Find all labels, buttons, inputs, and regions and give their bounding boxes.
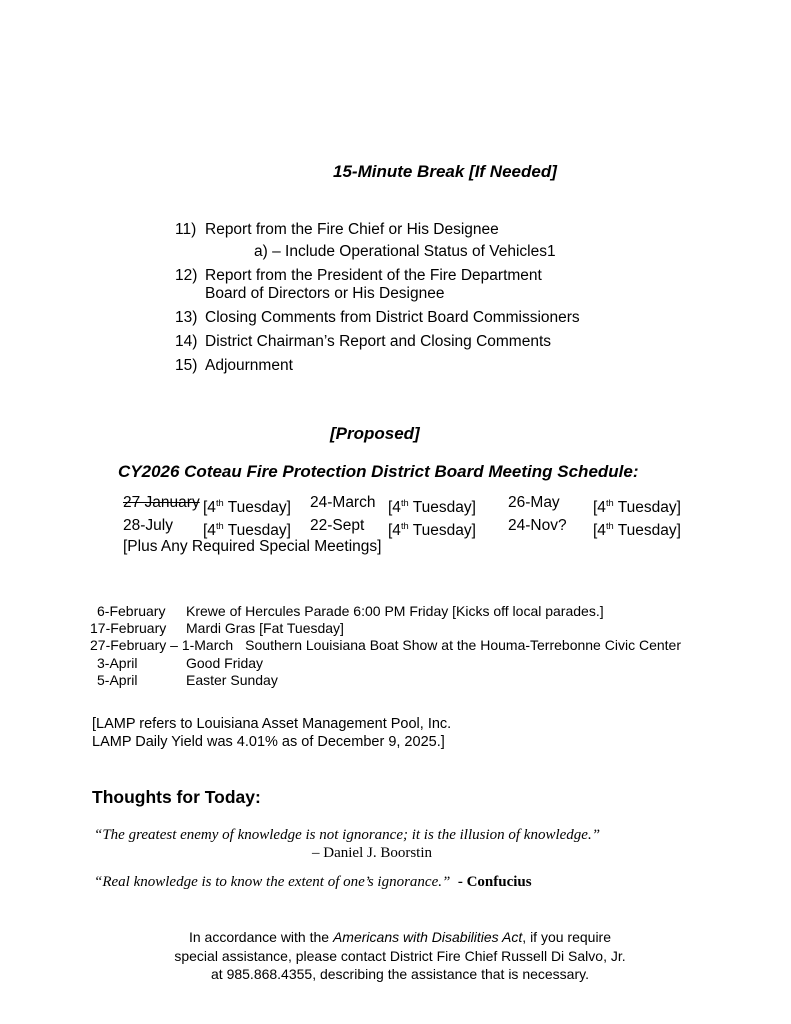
ada-notice-line1: In accordance with the Americans with Disabilities Act, if you require (188, 929, 612, 945)
schedule-tuesday-label: [4th Tuesday] (593, 498, 681, 517)
quote-confucius: “Real knowledge is to know the extent of one’s ignorance.” - Confucius (94, 874, 532, 890)
schedule-date: 22-Sept (310, 517, 365, 535)
event-description: Easter Sunday (186, 671, 278, 688)
schedule-tuesday-label: [4th Tuesday] (593, 521, 681, 540)
event-row (90, 672, 681, 689)
schedule-tuesday-label: [4th Tuesday] (388, 521, 476, 540)
event-date: 6-February (97, 603, 166, 619)
agenda-item-13 (175, 309, 580, 327)
agenda-item-15 (175, 357, 580, 375)
special-meetings-note: [Plus Any Required Special Meetings] (123, 538, 382, 555)
break-heading: 15-Minute Break [If Needed] (333, 162, 557, 181)
lamp-note-line2: LAMP Daily Yield was 4.01% as of December 9, 2025.] (92, 733, 445, 750)
event-row (90, 637, 681, 654)
agenda-subitem-11a: a) – Include Operational Status of Vehicles1 (254, 243, 556, 260)
schedule-date: 24-March (310, 494, 376, 511)
agenda-item-number: 11) (175, 221, 197, 238)
agenda-item-number: 12) (175, 267, 198, 284)
agenda-item-text-line2: Board of Directors or His Designee (205, 285, 445, 302)
event-description: Krewe of Hercules Parade 6:00 PM Friday [Kicks off local parades.] (186, 603, 604, 619)
event-row (90, 655, 681, 672)
schedule-date: 24-Nov? (508, 517, 567, 535)
ada-notice-line3: at 985.868.4355, describing the assistance that is necessary. (211, 966, 589, 983)
event-date: 17-February (90, 620, 167, 637)
event-description: Good Friday (186, 654, 264, 671)
meeting-schedule-table (123, 494, 681, 540)
ada-notice-line2: special assistance, please contact District Fire Chief Russell Di Salvo, Jr. (174, 947, 626, 964)
schedule-date: 26-May (508, 494, 560, 511)
agenda-item-11 (175, 221, 580, 261)
lamp-note (92, 716, 451, 751)
agenda-item-14 (175, 333, 580, 351)
schedule-tuesday-label: [4th Tuesday] (203, 521, 291, 540)
schedule-tuesday-label: [4th Tuesday] (388, 498, 476, 517)
proposed-heading: [Proposed] (330, 424, 420, 443)
ada-notice (10, 928, 790, 984)
schedule-tuesday-label: [4th Tuesday] (203, 498, 291, 517)
quote-confucius-attribution: - Confucius (457, 874, 532, 890)
schedule-date: 28-July (123, 517, 173, 535)
event-date: 27-February – 1-March (90, 637, 234, 654)
event-row (90, 620, 681, 637)
agenda-item-text: Report from the Fire Chief or His Designee (205, 221, 499, 238)
event-date: 5-April (97, 671, 138, 688)
lamp-note-line1: [LAMP refers to Louisiana Asset Management Pool, Inc. (92, 716, 452, 732)
agenda-item-number: 14) (175, 333, 198, 350)
agenda-item-number: 15) (175, 357, 198, 374)
quote-boorstin: “The greatest enemy of knowledge is not ignorance; it is the illusion of knowledge.” (94, 827, 601, 843)
agenda-item-text: Report from the President of the Fire Department (205, 267, 542, 284)
agenda-item-text: Adjournment (205, 357, 293, 374)
agenda-item-text: District Chairman’s Report and Closing Comments (205, 333, 552, 350)
events-list (90, 603, 681, 689)
agenda-item-12 (175, 267, 580, 303)
event-row (90, 603, 681, 620)
agenda-item-text: Closing Comments from District Board Commissioners (205, 309, 580, 326)
schedule-date-struck: 27 January (123, 494, 200, 511)
event-date: 3-April (97, 654, 138, 671)
agenda-item-number: 13) (175, 309, 198, 326)
thoughts-heading: Thoughts for Today: (92, 787, 261, 807)
agenda-list (175, 221, 580, 381)
quote-boorstin-attribution: – Daniel J. Boorstin (312, 845, 432, 861)
event-description: Mardi Gras [Fat Tuesday] (186, 620, 344, 637)
schedule-heading: CY2026 Coteau Fire Protection District Board Meeting Schedule: (118, 462, 639, 481)
event-description: Southern Louisiana Boat Show at the Houma-Terrebonne Civic Center (245, 637, 681, 654)
